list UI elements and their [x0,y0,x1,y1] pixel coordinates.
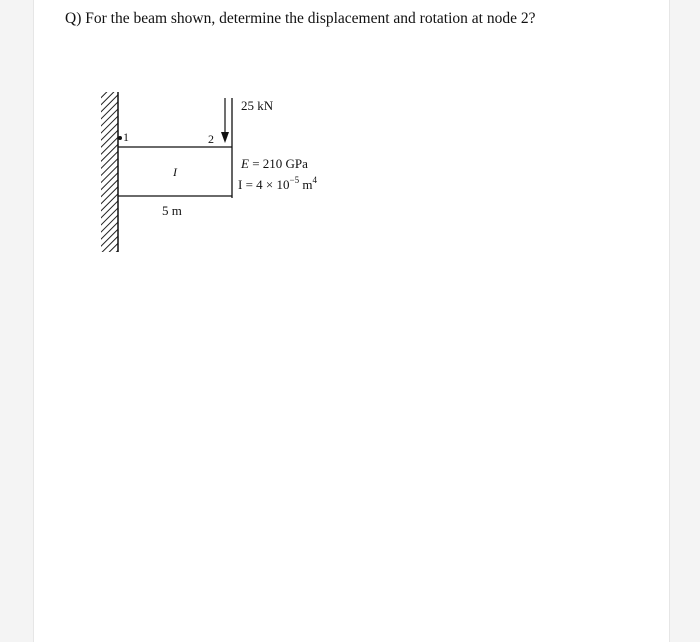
inertia-unit: m [299,177,313,192]
fixed-support-hatching [101,92,118,252]
inertia-label [238,175,317,192]
node-1-label: 1 [123,130,129,144]
inertia-exponent: −5 [289,175,300,185]
load-label: 25 kN [241,98,274,113]
modulus-value: = 210 GPa [248,156,308,171]
modulus-symbol: E [241,156,249,171]
modulus-label [240,156,308,171]
load-arrow-head [221,132,229,143]
inertia-unit-exponent: 4 [312,175,317,185]
question-text: Q) For the beam shown, determine the displacement and rotation at node 2? [65,10,536,27]
node-2-label: 2 [208,132,214,146]
node-1-marker [118,136,122,140]
beam-inertia-symbol: I [173,165,177,179]
span-length-label: 5 m [162,203,182,218]
inertia-prefix: I = 4 × 10 [238,177,290,192]
